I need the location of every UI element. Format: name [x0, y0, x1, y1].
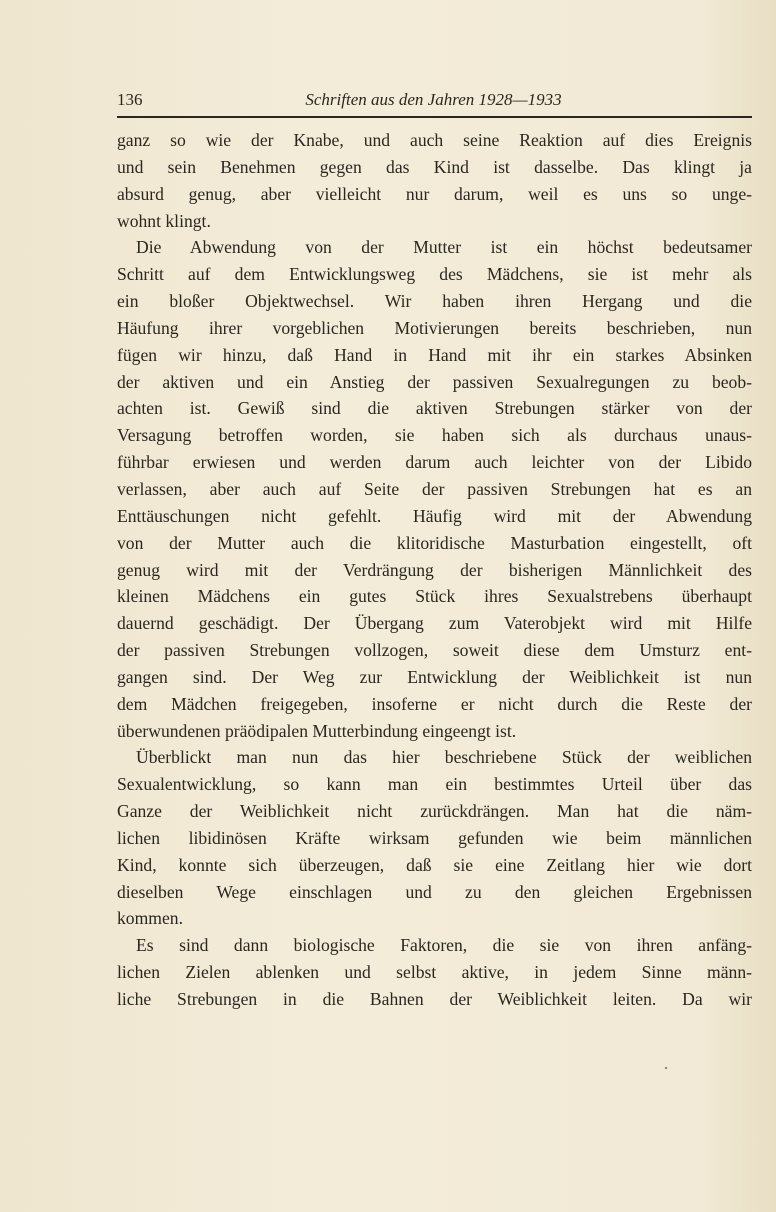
text-line: Schritt auf dem Entwicklungsweg des Mädchens, sie ist mehr als — [117, 264, 752, 285]
text-line: lichen libidinösen Kräfte wirksam gefunden wie beim männlichen — [117, 827, 752, 848]
text-line: achten ist. Gewiß sind die aktiven Strebungen stärker von der — [117, 398, 752, 419]
text-line: von der Mutter auch die klitoridische Masturbation eingestellt, oft — [117, 532, 752, 553]
text-line: und sein Benehmen gegen das Kind ist dasselbe. Das klingt ja — [117, 156, 752, 177]
running-head: Schriften aus den Jahren 1928—1933 — [305, 90, 562, 109]
text-line: genug wird mit der Verdrängung der bisherigen Männlichkeit des — [117, 559, 752, 580]
text-line: Enttäuschungen nicht gefehlt. Häufig wird mit der Abwendung — [117, 505, 752, 526]
text-line: dauernd geschädigt. Der Übergang zum Vaterobjekt wird mit Hilfe — [117, 613, 752, 634]
text-line: der aktiven und ein Anstieg der passiven Sexualregungen zu beob- — [117, 371, 752, 392]
text-line: absurd genug, aber vielleicht nur darum, weil es uns so unge- — [117, 183, 752, 204]
text-line: Überblickt man nun das hier beschriebene Stück der weiblichen — [136, 747, 752, 768]
page-number: 136 — [117, 90, 143, 109]
paper-speck — [665, 1067, 667, 1069]
paragraph — [117, 127, 752, 234]
text-line: Häufung ihrer vorgeblichen Motivierungen bereits beschrieben, nun — [117, 317, 752, 338]
text-line: Es sind dann biologische Faktoren, die sie von ihren anfäng- — [136, 935, 752, 956]
text-line: liche Strebungen in die Bahnen der Weiblichkeit leiten. Da wir — [117, 989, 752, 1009]
page-header — [117, 90, 750, 114]
text-line: Sexualentwicklung, so kann man ein bestimmtes Urteil über das — [117, 774, 752, 795]
text-line: dieselben Wege einschlagen und zu den gleichen Ergebnissen — [117, 881, 752, 902]
text-line: der passiven Strebungen vollzogen, soweit diese dem Umsturz ent- — [117, 640, 752, 661]
text-line: ganz so wie der Knabe, und auch seine Reaktion auf dies Ereignis — [117, 130, 752, 150]
text-line: Versagung betroffen worden, sie haben sich als durchaus unaus- — [117, 425, 752, 446]
text-line: ein bloßer Objektwechsel. Wir haben ihren Hergang und die — [117, 291, 752, 312]
text-line: dem Mädchen freigegeben, insoferne er nicht durch die Reste der — [117, 693, 752, 714]
text-line: kommen. — [117, 908, 183, 929]
text-line: verlassen, aber auch auf Seite der passiven Strebungen hat es an — [117, 478, 752, 499]
paragraph — [117, 932, 752, 1013]
text-line: Ganze der Weiblichkeit nicht zurückdrängen. Man hat die näm- — [117, 801, 752, 822]
text-line: Die Abwendung von der Mutter ist ein höchst bedeutsamer — [136, 237, 752, 258]
header-rule — [117, 116, 752, 118]
text-line: fügen wir hinzu, daß Hand in Hand mit ihr ein starkes Absinken — [117, 344, 752, 365]
body-text — [117, 127, 752, 1013]
text-line: gangen sind. Der Weg zur Entwicklung der Weiblichkeit ist nun — [117, 666, 752, 687]
text-line: kleinen Mädchens ein gutes Stück ihres Sexualstrebens überhaupt — [117, 586, 752, 607]
text-line: lichen Zielen ablenken und selbst aktive, in jedem Sinne männ- — [117, 962, 752, 983]
paragraph — [117, 744, 752, 932]
text-line: führbar erwiesen und werden darum auch leichter von der Libido — [117, 452, 752, 473]
text-line: wohnt klingt. — [117, 210, 211, 231]
paragraph — [117, 234, 752, 744]
text-line: überwundenen präödipalen Mutterbindung eingeengt ist. — [117, 720, 517, 741]
text-line: Kind, konnte sich überzeugen, daß sie eine Zeitlang hier wie dort — [117, 854, 752, 875]
